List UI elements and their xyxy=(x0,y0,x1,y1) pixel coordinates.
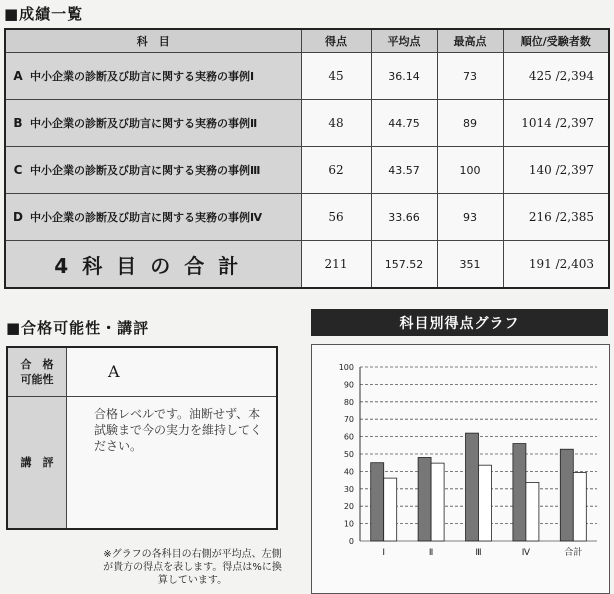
table-row xyxy=(5,194,609,241)
subject-cell xyxy=(5,53,301,100)
chart-note: ※グラフの各科目の右側が平均点、左側が貴方の得点を表します。得点は%に換算しています。 xyxy=(103,549,282,586)
bar xyxy=(479,465,492,541)
average-cell: 33.66 xyxy=(371,194,437,241)
y-tick-label: 30 xyxy=(343,484,354,494)
chart-header: 科目別得点グラフ xyxy=(311,309,608,336)
table-header-row xyxy=(5,29,609,53)
table-row xyxy=(5,147,609,194)
bar xyxy=(384,478,397,541)
x-tick-label: Ⅰ xyxy=(382,548,386,558)
x-tick-label: Ⅲ xyxy=(475,548,482,558)
y-tick-label: 10 xyxy=(343,519,354,529)
subject-cell xyxy=(5,194,301,241)
evaluation-section-title: ■合格可能性・講評 xyxy=(6,319,150,337)
subject-letter: C xyxy=(13,163,23,177)
y-tick-label: 50 xyxy=(343,450,354,459)
evaluation-box xyxy=(6,346,278,530)
x-tick-label: Ⅱ xyxy=(428,548,434,558)
y-tick-label: 100 xyxy=(338,363,354,372)
total-score-cell: 211 xyxy=(301,241,371,289)
subject-cell xyxy=(5,100,301,147)
score-cell: 62 xyxy=(301,147,371,194)
header-average: 平均点 xyxy=(371,29,437,53)
rank-cell: 140 /2,397 xyxy=(503,147,609,194)
bar xyxy=(526,482,539,541)
x-tick-label: Ⅳ xyxy=(521,548,531,558)
total-label: 4科目の合計 xyxy=(5,241,301,289)
y-tick-label: 90 xyxy=(343,380,354,390)
y-tick-label: 80 xyxy=(343,397,354,407)
max-cell: 73 xyxy=(437,53,503,100)
average-cell: 44.75 xyxy=(371,100,437,147)
average-cell: 36.14 xyxy=(371,53,437,100)
comment-label: 講 評 xyxy=(8,397,67,528)
bar xyxy=(513,444,526,541)
y-tick-label: 20 xyxy=(343,502,354,512)
header-subject: 科 目 xyxy=(5,29,301,53)
total-max-cell: 351 xyxy=(437,241,503,289)
y-tick-label: 0 xyxy=(348,537,354,546)
subject-name: 中小企業の診断及び助言に関する実務の事例Ⅲ xyxy=(30,164,261,177)
score-cell: 45 xyxy=(301,53,371,100)
bar xyxy=(431,463,444,541)
scores-table xyxy=(4,28,610,289)
average-cell: 43.57 xyxy=(371,147,437,194)
max-cell: 100 xyxy=(437,147,503,194)
table-row xyxy=(5,100,609,147)
grade-label: 合 格 可能性 xyxy=(8,348,67,396)
subject-name: 中小企業の診断及び助言に関する実務の事例Ⅱ xyxy=(30,117,258,130)
grade-value: A xyxy=(108,362,120,381)
total-average-cell: 157.52 xyxy=(371,241,437,289)
table-row xyxy=(5,53,609,100)
header-rank: 順位/受験者数 xyxy=(503,29,609,53)
bar xyxy=(371,463,384,541)
score-cell: 56 xyxy=(301,194,371,241)
subject-letter: A xyxy=(13,69,23,83)
rank-cell: 425 /2,394 xyxy=(503,53,609,100)
subject-letter: B xyxy=(13,116,23,130)
subject-name: 中小企業の診断及び助言に関する実務の事例Ⅰ xyxy=(30,70,255,83)
rank-cell: 1014 /2,397 xyxy=(503,100,609,147)
subject-letter: D xyxy=(13,210,23,224)
y-tick-label: 60 xyxy=(343,432,354,442)
bar xyxy=(573,472,586,541)
total-rank-cell: 191 /2,403 xyxy=(503,241,609,289)
total-row xyxy=(5,241,609,289)
y-tick-label: 40 xyxy=(343,467,354,477)
max-cell: 93 xyxy=(437,194,503,241)
max-cell: 89 xyxy=(437,100,503,147)
y-tick-label: 70 xyxy=(343,415,354,425)
bar xyxy=(418,457,431,541)
score-chart xyxy=(312,345,609,593)
bar xyxy=(560,449,573,541)
scores-section-title: ■成績一覧 xyxy=(4,5,84,23)
rank-cell: 216 /2,385 xyxy=(503,194,609,241)
chart-box xyxy=(311,344,610,594)
bar xyxy=(466,433,479,541)
header-max: 最高点 xyxy=(437,29,503,53)
header-score: 得点 xyxy=(301,29,371,53)
subject-cell xyxy=(5,147,301,194)
subject-name: 中小企業の診断及び助言に関する実務の事例Ⅳ xyxy=(30,211,263,224)
score-cell: 48 xyxy=(301,100,371,147)
comment-text: 合格レベルです。油断せず、本試験まで今の実力を維持してください。 xyxy=(94,407,263,453)
x-tick-label: 合計 xyxy=(564,548,583,558)
